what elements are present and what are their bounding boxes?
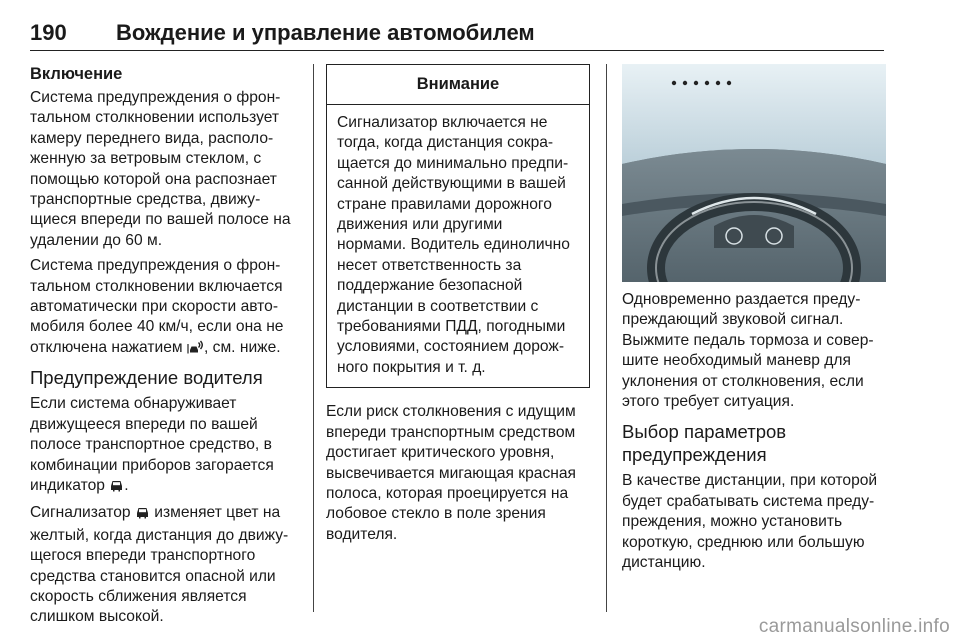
section-heading-driver-warning: Предупреждение водителя (30, 367, 263, 389)
dashboard-illustration (622, 64, 886, 282)
paragraph-distance: В качестве дистанции, при которой будет срабатывать система преду- преждения, можно установить короткую, среднюю или большую дистанцию. (622, 472, 878, 572)
page-number: 190 (30, 20, 67, 45)
warning-title: Внимание (327, 65, 589, 105)
watermark-text: carmanualsonline.info (758, 616, 950, 637)
page-header (30, 14, 884, 51)
paragraph-red-bar: Если риск столкновения с идущим впереди транспортным средством достигает критического уровня, высвечивается мигающая красная полоса, которая проецируется на лобовое стекло в поле зрения водителя. (326, 403, 576, 543)
paragraph-sound-signal: Одновременно раздается преду- преждающий звуковой сигнал. Выжмите педаль тормоза и совер- шите необходимый маневр для уклонения от столкновения, если этого требует ситуация. (622, 291, 874, 411)
section-heading-enable: Включение (30, 65, 123, 83)
column-divider-1 (313, 64, 314, 612)
warning-body: Сигнализатор включается не тогда, когда дистанция сокра- щается до минимально предпи- санной действующими в вашей стране правилами дорожного движения или другими нормами. Водитель единолично несет ответственность за поддержание безопасной дистанции в соответствии с требованиями ПДД, погодными условиями, состоянием дорож- ного покрытия и т. д. (337, 114, 570, 376)
column-1 (30, 64, 302, 633)
column-2 (326, 64, 590, 550)
section-heading-params: Выбор параметров предупреждения (622, 421, 787, 466)
chapter-title: Вождение и управление автомобилем (116, 20, 535, 45)
car-waves-icon (187, 340, 204, 360)
column-divider-2 (606, 64, 607, 612)
column-3 (622, 64, 888, 578)
car-front-icon (135, 505, 150, 525)
paragraph-detects: Если система обнаруживает движущееся впереди по вашей полосе транспортное средство, в комбинации приборов загорается индикатор . (30, 394, 302, 498)
car-front-icon (109, 478, 124, 498)
warning-box (326, 64, 590, 388)
paragraph-auto-enable: Система предупреждения о фрон- тальном столкновении включается автоматически при скорости авто- мобиля более 40 км/ч, если она не отключена нажатием , см. ниже. (30, 256, 302, 360)
paragraph-camera: Система предупреждения о фрон- тальном столкновении использует камеру переднего вида, располо- женную за ветровым стеклом, с помощью которой она распознает транспортные средства, движу- щиеся впереди по вашей полосе на удалении до 60 м. (30, 89, 291, 249)
paragraph-color-change: Сигнализатор изменяет цвет на желтый, когда дистанция до движу- щегося впереди транспортного средства становится опасной или скорость сближения является слишком высокой. (30, 504, 289, 626)
